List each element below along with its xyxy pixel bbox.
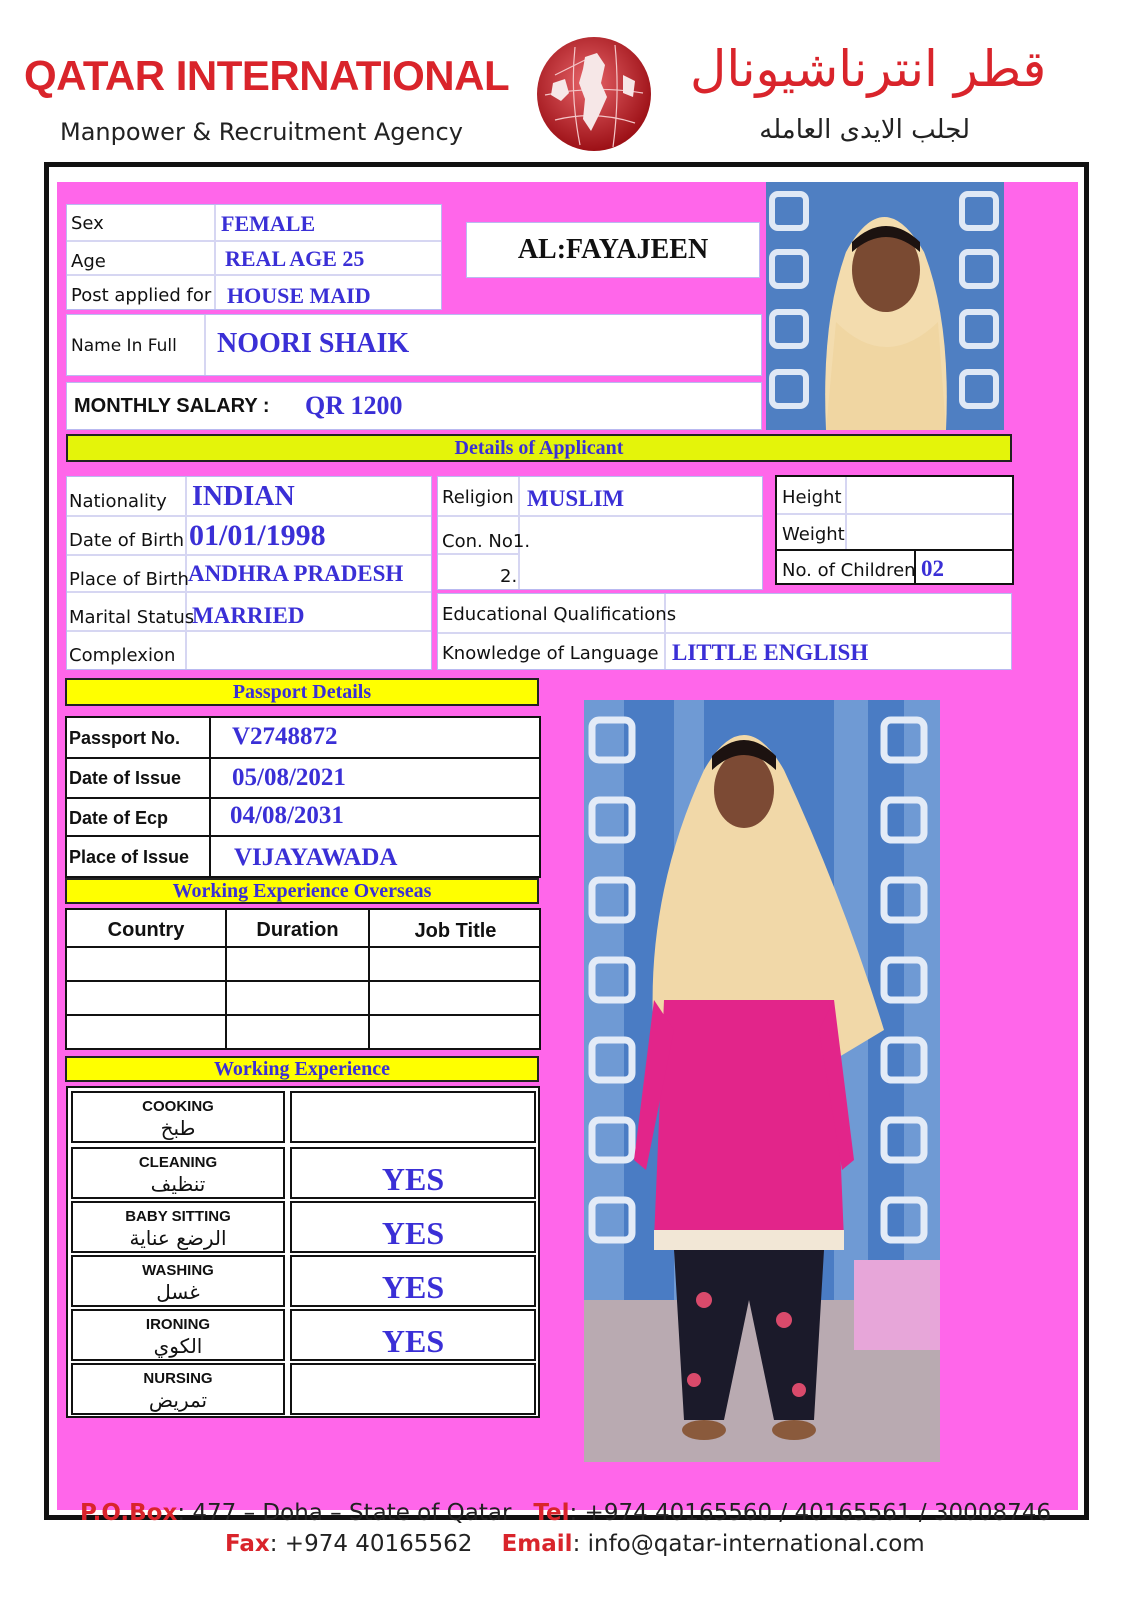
email-value[interactable]: : info@qatar-international.com: [572, 1531, 925, 1557]
issue-date-label: Date of Issue: [69, 768, 182, 788]
age-label: Age: [71, 251, 106, 272]
skill-value-cell: [290, 1201, 536, 1253]
footer-line-1: [80, 1500, 1051, 1526]
company-name-ar: قطر انترناشيونال: [690, 40, 1047, 98]
skill-label-cell: [71, 1091, 285, 1143]
children-label: No. of Children: [782, 560, 916, 581]
sex-value: FEMALE: [221, 211, 316, 236]
name-value: NOORI SHAIK: [217, 328, 410, 359]
skill-ar: طبخ: [160, 1116, 196, 1140]
passport-no-value: V2748872: [232, 723, 338, 750]
skill-en: WASHING: [142, 1262, 214, 1279]
skill-label-cell: [71, 1147, 285, 1199]
name-label: Name In Full: [71, 336, 177, 356]
top-info-table: [66, 204, 442, 310]
skill-ar: الرضع عناية: [129, 1226, 227, 1250]
col-duration: Duration: [256, 919, 339, 941]
company-name-en: QATAR INTERNATIONAL: [24, 52, 510, 99]
skill-ar: غسل: [156, 1280, 200, 1304]
nationality-label: Nationality: [69, 491, 167, 512]
salary-value: QR 1200: [305, 391, 403, 420]
skill-value-cell: [290, 1091, 536, 1143]
skill-ar: الكوي: [153, 1334, 203, 1358]
religion-label: Religion: [442, 487, 514, 508]
skill-en: BABY SITTING: [125, 1208, 231, 1225]
salary-label: MONTHLY SALARY :: [74, 395, 270, 417]
pobox-value: : 477 – Doha – State of Qatar: [177, 1500, 512, 1526]
complexion-label: Complexion: [69, 645, 176, 666]
col-country: Country: [107, 919, 185, 941]
dob-value: 01/01/1998: [189, 519, 326, 552]
issue-place-label: Place of Issue: [69, 847, 190, 867]
religion-value: MUSLIM: [527, 486, 625, 511]
skill-value: YES: [381, 1215, 445, 1251]
expiry-date-label: Date of Ecp: [69, 808, 169, 828]
passport-no-label: Passport No.: [69, 728, 181, 748]
education-language-table: [437, 593, 1012, 670]
marital-label: Marital Status: [69, 607, 195, 628]
dob-label: Date of Birth: [69, 530, 185, 551]
issue-date-value: 05/08/2021: [232, 764, 346, 791]
email-label: Email: [501, 1531, 573, 1557]
skill-en: COOKING: [142, 1098, 214, 1115]
skill-value-cell: [290, 1147, 536, 1199]
skill-en: NURSING: [143, 1370, 213, 1387]
children-value: 02: [921, 556, 944, 581]
weight-label: Weight: [782, 524, 845, 545]
applicant-left-table: [66, 476, 432, 670]
contact1-label: Con. No1.: [442, 531, 531, 552]
issue-place-value: VIJAYAWADA: [234, 844, 398, 871]
skill-ar: تمريض: [148, 1388, 208, 1412]
agency-code: AL:FAYAJEEN: [517, 234, 709, 265]
skill-value: YES: [381, 1323, 445, 1359]
name-row: [66, 314, 762, 376]
sex-label: Sex: [71, 213, 104, 234]
skill-en: CLEANING: [138, 1154, 218, 1171]
age-value: REAL AGE 25: [225, 246, 365, 271]
overseas-band: Working Experience Overseas: [65, 878, 539, 904]
pob-value: ANDHRA PRADESH: [188, 561, 404, 586]
skill-value: YES: [381, 1161, 445, 1197]
height-label: Height: [782, 487, 842, 508]
fax-label: Fax: [225, 1531, 270, 1557]
applicant-religion-table: [437, 476, 763, 590]
fax-value: : +974 40165562: [269, 1531, 473, 1557]
details-band: Details of Applicant: [66, 434, 1012, 462]
skill-value-cell: [290, 1309, 536, 1361]
tel-value: : +974 40165560 / 40165561 / 30008746: [569, 1500, 1051, 1526]
education-label: Educational Qualifications: [442, 604, 677, 625]
footer-line-2: [225, 1531, 925, 1557]
pobox-label: P.O.Box: [80, 1500, 178, 1526]
passport-band: Passport Details: [65, 678, 539, 706]
skill-value-cell: [290, 1255, 536, 1307]
marital-value: MARRIED: [192, 603, 305, 628]
experience-table: [66, 1086, 540, 1418]
skill-value: YES: [381, 1269, 445, 1305]
company-subtitle-en: Manpower & Recruitment Agency: [60, 118, 463, 146]
skill-en: IRONING: [145, 1316, 211, 1333]
col-job-title: Job Title: [414, 920, 497, 942]
contact2-label: 2.: [500, 566, 518, 587]
expiry-date-value: 04/08/2031: [230, 802, 344, 829]
post-value: HOUSE MAID: [227, 283, 371, 308]
nationality-value: INDIAN: [192, 481, 295, 512]
skill-ar: تنظيف: [150, 1172, 206, 1196]
passport-table: [65, 716, 541, 878]
agency-code-box: [466, 222, 760, 278]
post-label: Post applied for: [71, 285, 212, 306]
skill-label-cell: [71, 1201, 285, 1253]
pob-label: Place of Birth: [69, 569, 189, 590]
skill-label-cell: [71, 1363, 285, 1415]
company-subtitle-ar: لجلب الايدى العامله: [759, 115, 970, 145]
portrait-photo: [766, 182, 1004, 430]
skill-label-cell: [71, 1255, 285, 1307]
tel-label: Tel: [533, 1500, 570, 1526]
full-body-photo: [584, 700, 940, 1462]
skill-label-cell: [71, 1309, 285, 1361]
language-value: LITTLE ENGLISH: [672, 640, 869, 665]
applicant-physical-table: [775, 475, 1014, 585]
skill-value-cell: [290, 1363, 536, 1415]
experience-band: Working Experience: [65, 1056, 539, 1082]
salary-row: [66, 382, 762, 430]
globe-logo-icon: [535, 35, 653, 153]
language-label: Knowledge of Language: [442, 643, 659, 664]
overseas-table: [65, 908, 541, 1050]
